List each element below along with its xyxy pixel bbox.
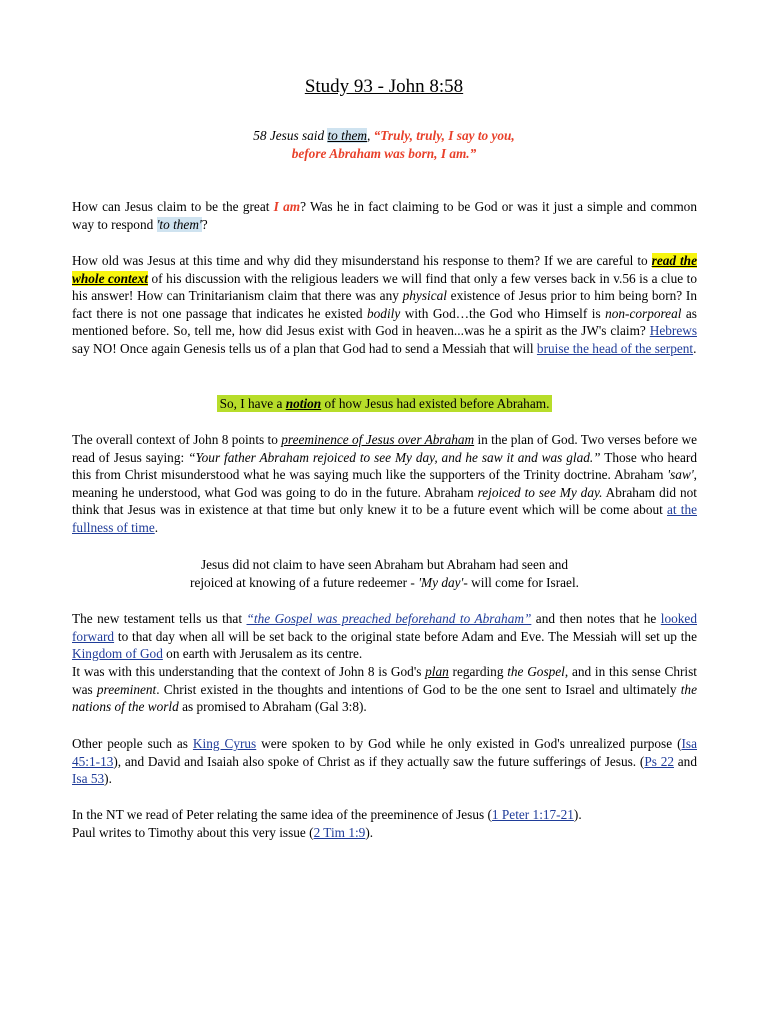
text: ?	[201, 216, 208, 232]
paragraph-1	[72, 198, 697, 233]
text: It was with this understanding that the context of John 8 is God's	[72, 664, 426, 679]
serpent-link[interactable]: bruise the head of the serpent	[536, 340, 694, 356]
verse-prefix: 58 Jesus said	[253, 128, 328, 143]
text: In the NT we read of Peter relating the same idea of the preeminence of Jesus (	[72, 807, 492, 822]
to-them-highlight-2: 'to them'	[156, 216, 202, 232]
verse-sep: ,	[367, 128, 374, 143]
banner-highlight	[217, 395, 553, 412]
text: ), and David and Isaiah also spoke of Christ as if they actually saw the future sufferings of Jesus. (	[113, 753, 645, 769]
text: were spoken to by God while he only existed in God's unrealized purpose (	[256, 736, 682, 751]
noncorporeal-emphasis: non-corporeal	[605, 305, 682, 321]
text: ).	[104, 771, 112, 787]
text: . Christ existed in the thoughts and intentions of God to be the one sent to Israel and ultimately	[156, 681, 681, 697]
text: and	[674, 753, 697, 769]
hebrews-link[interactable]: Hebrews	[649, 323, 697, 339]
ps-22-link[interactable]: Ps 22	[644, 753, 674, 769]
text: Jesus did not claim to have seen Abraham but Abraham had seen and	[200, 557, 569, 572]
text: ).	[573, 807, 582, 822]
preeminent-emphasis: preeminent	[96, 681, 157, 697]
text: on earth with Jerusalem as its centre.	[162, 646, 363, 662]
text: Paul writes to Timothy about this very issue (	[72, 824, 314, 840]
text: ).	[365, 824, 374, 840]
text: with God…the God who Himself is	[400, 305, 606, 321]
text: The new testament tells us that	[72, 611, 247, 626]
king-cyrus-link[interactable]: King Cyrus	[192, 736, 257, 751]
paragraph-4	[72, 610, 697, 663]
preeminence-emphasis: preeminence of Jesus over Abraham	[281, 432, 475, 447]
isa-45-link[interactable]: Isa 45:1-13	[72, 736, 698, 769]
text: of how Jesus had existed before Abraham.	[321, 396, 550, 411]
text: .	[154, 519, 159, 535]
kingdom-of-god-link[interactable]: Kingdom of God	[72, 646, 163, 662]
physical-emphasis: physical	[402, 288, 447, 304]
plan-emphasis: plan	[425, 664, 449, 679]
paragraph-3	[72, 431, 697, 537]
text: , and in this sense Christ was	[72, 664, 697, 697]
text: say NO! Once again Genesis tells us of a plan that God had to send a Messiah that will	[72, 340, 537, 356]
text: , meaning he understood, what God was going to do in the future. Abraham	[72, 467, 697, 500]
verse-line-2: before Abraham was born, I am.”	[291, 146, 477, 161]
text: and then notes that he	[531, 611, 661, 626]
text: regarding	[448, 664, 508, 679]
nations-emphasis: the nations of the world	[72, 681, 697, 715]
paragraph-5	[72, 663, 697, 716]
text: Other people such as	[72, 736, 193, 751]
notion-emphasis: notion	[285, 396, 322, 411]
the-gospel-emphasis: the Gospel	[507, 664, 565, 679]
verse-quote	[0, 127, 768, 163]
paragraph-2	[72, 252, 697, 358]
text: existence of Jesus prior to him being born? In fact there is not one passage that indicates he existed	[72, 288, 698, 321]
my-day-emphasis: 'My day'	[418, 574, 464, 590]
2-tim-link[interactable]: 2 Tim 1:9	[313, 824, 366, 840]
text: How can Jesus claim to be the great	[72, 199, 274, 214]
text: in the plan of God. Two verses before we read of Jesus saying:	[72, 432, 697, 465]
jesus-quote: “Your father Abraham rejoiced to see My day, and he saw it and was glad.”	[188, 449, 601, 465]
to-them-highlight: to them	[327, 128, 367, 143]
text: .	[693, 340, 697, 356]
isa-53-link[interactable]: Isa 53	[72, 771, 105, 787]
gospel-preached-link[interactable]: “the Gospel was preached beforehand to Abraham”	[246, 611, 532, 626]
saw-emphasis: 'saw'	[667, 467, 694, 483]
text: The overall context of John 8 points to	[72, 432, 282, 447]
text: Those who heard this from Christ misunderstood what he was saying much like the supporters of the Trinity doctrine. Abraham	[72, 449, 698, 483]
text: How old was Jesus at this time and why did they misunderstand his response to them? If we are careful to	[72, 253, 652, 268]
text: - will come for Israel.	[463, 574, 579, 590]
text: as promised to Abraham (Gal 3:8).	[178, 699, 367, 715]
text: rejoiced at knowing of a future redeemer -	[190, 574, 419, 590]
paragraph-7	[72, 806, 697, 841]
bodily-emphasis: bodily	[367, 305, 401, 321]
fullness-of-time-link[interactable]: at the fullness of time	[72, 502, 697, 535]
notion-banner	[72, 395, 697, 413]
i-am-emphasis: I am	[273, 199, 301, 214]
text: to that day when all will be set back to the original state before Adam and Eve. The Messiah will set up the	[114, 628, 697, 644]
verse-line-1: “Truly, truly, I say to you,	[373, 128, 515, 143]
page-title: Study 93 - John 8:58	[304, 76, 464, 97]
read-context-highlight: read the whole context	[72, 253, 697, 286]
rejoiced-emphasis: rejoiced to see My day.	[477, 484, 603, 500]
paragraph-6	[72, 735, 697, 788]
looked-forward-link[interactable]: looked forward	[72, 611, 697, 644]
centered-statement	[72, 556, 697, 591]
text: Abraham did not think that Jesus was in existence at that time but only knew it to be a future event which will be come about	[72, 484, 697, 518]
text: ? Was he in fact claiming to be God or was it just a simple and common way to respond	[72, 199, 697, 232]
text: of his discussion with the religious leaders we will find that only a few verses back in v.56 is a clue to his answer! How can Trinitarianism claim that there was any	[72, 270, 698, 304]
1-peter-link[interactable]: 1 Peter 1:17-21	[491, 807, 574, 822]
text: So, I have a	[219, 396, 286, 411]
text: as mentioned before. So, tell me, how did Jesus exist with God in heaven...was he a spirit as the JW's claim?	[72, 305, 697, 339]
